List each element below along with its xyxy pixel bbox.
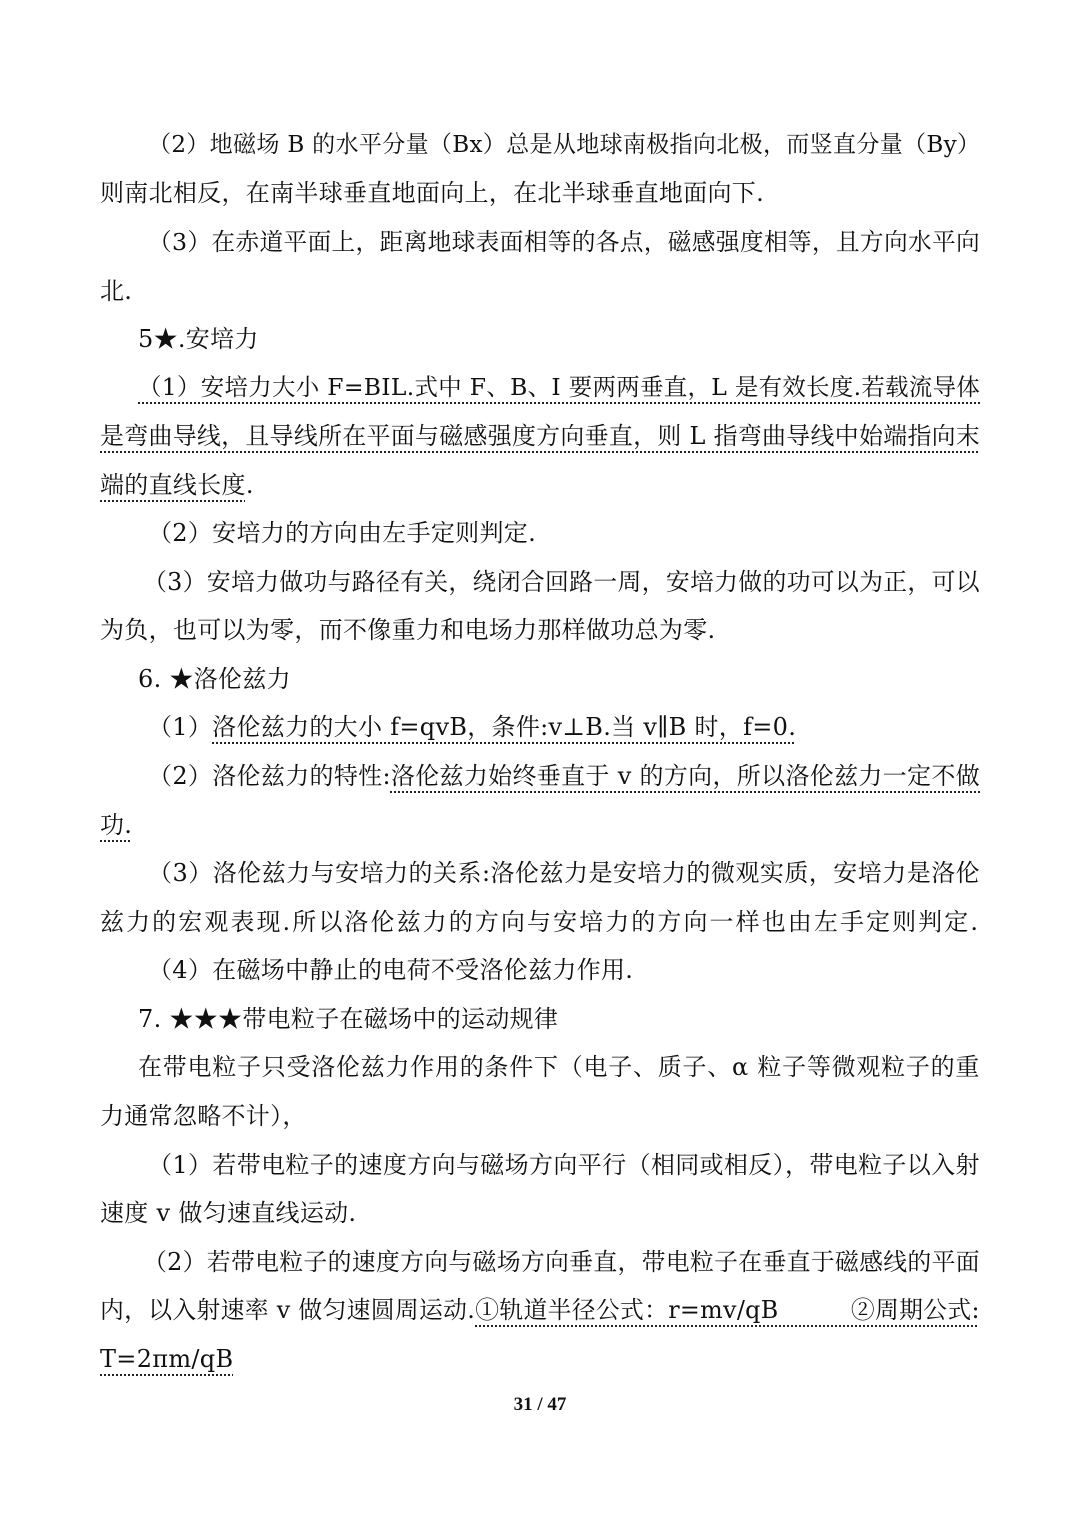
section-heading: 6. ★洛伦兹力 <box>138 665 291 693</box>
text-line: 是弯曲导线，且导线所在平面与磁感强度方向垂直，则 L 指弯曲导线中始端指向末 <box>100 422 981 450</box>
text-line: （2）安培力的方向由左手定则判定. <box>148 519 536 547</box>
text-line: 端的直线长度. <box>100 471 254 499</box>
text-line: （3）在赤道平面上，距离地球表面相等的各点，磁感强度相等，且方向水平向 <box>148 228 981 256</box>
text-line: （2）地磁场 B 的水平分量（Bx）总是从地球南极指向北极，而竖直分量（By） <box>148 132 981 158</box>
text-line: 兹力的宏观表现.所以洛伦兹力的方向与安培力的方向一样也由左手定则判定. <box>100 908 981 936</box>
text-line: 功. <box>100 811 133 839</box>
text-line: （3）安培力做功与路径有关，绕闭合回路一周，安培力做的功可以为正，可以 <box>143 568 980 596</box>
text-line: 为负，也可以为零，而不像重力和电场力那样做功总为零. <box>100 616 716 644</box>
text-line: 北. <box>100 277 133 305</box>
text-line: （3）洛伦兹力与安培力的关系:洛伦兹力是安培力的微观实质，安培力是洛伦 <box>148 859 981 887</box>
text-line: 内，以入射速率 v 做匀速圆周运动.①轨道半径公式：r=mv/qB ②周期公式: <box>100 1296 980 1324</box>
text-line: （1）若带电粒子的速度方向与磁场方向平行（相同或相反），带电粒子以入射 <box>148 1151 980 1179</box>
text-line: 则南北相反，在南半球垂直地面向上，在北半球垂直地面向下. <box>100 179 765 207</box>
section-heading: 5★.安培力 <box>138 325 259 353</box>
text-line: （1）安培力大小 F=BIL.式中 F、B、I 要两两垂直，L 是有效长度.若载流导体 <box>138 373 981 401</box>
text-line: 速度 v 做匀速直线运动. <box>100 1199 357 1227</box>
section-heading: 7. ★★★带电粒子在磁场中的运动规律 <box>138 1005 559 1033</box>
text-line: （2）若带电粒子的速度方向与磁场方向垂直，带电粒子在垂直于磁感线的平面 <box>143 1248 980 1276</box>
text-line: 在带电粒子只受洛伦兹力作用的条件下（电子、质子、α 粒子等微观粒子的重 <box>138 1053 981 1081</box>
text-line: （1）洛伦兹力的大小 f=qvB，条件:v⊥B.当 v∥B 时，f=0. <box>148 713 797 741</box>
text-line: （2）洛伦兹力的特性:洛伦兹力始终垂直于 v 的方向，所以洛伦兹力一定不做 <box>148 762 981 790</box>
text-line: 力通常忽略不计）， <box>100 1102 307 1130</box>
text-line: T=2πm/qB <box>100 1345 234 1373</box>
page-number: 31 / 47 <box>513 1394 567 1415</box>
text-line: （4）在磁场中静止的电荷不受洛伦兹力作用. <box>148 956 634 984</box>
